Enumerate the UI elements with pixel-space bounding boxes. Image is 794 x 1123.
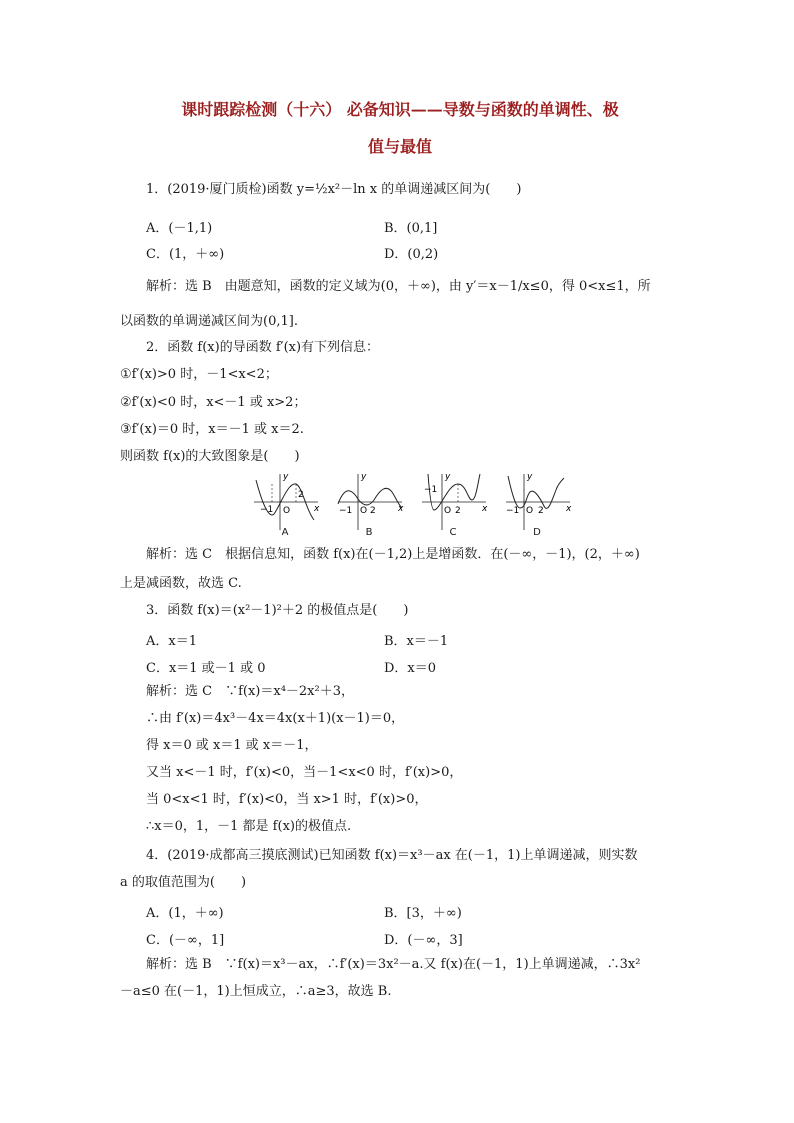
q2-solution-line-2: 上是减函数，故选 C. [120, 576, 242, 591]
q3-solution-line-6: ∴x＝0，1，－1 都是 f(x)的极值点. [146, 819, 352, 834]
q4-stem-line-2: a 的取值范围为( ) [120, 875, 247, 890]
q4-option-b: B．[3，＋∞) [384, 906, 462, 921]
q4-solution-line-2: －a≤0 在(－1，1)上恒成立，∴a≥3，故选 B. [120, 984, 392, 999]
svg-text:2: 2 [298, 490, 304, 500]
svg-text:−1: −1 [339, 506, 353, 516]
q3-solution-line-3: 得 x＝0 或 x＝1 或 x＝－1， [146, 738, 318, 753]
q4-stem-line-1: 4．(2019·成都高三摸底测试)已知函数 f(x)＝x³－ax 在(－1，1)上单调递减，则实数 [146, 848, 638, 863]
svg-text:x: x [566, 504, 572, 514]
svg-text:x: x [482, 504, 488, 514]
svg-text:2: 2 [538, 506, 544, 516]
q3-option-a: A．x＝1 [146, 634, 197, 649]
svg-text:O: O [444, 506, 452, 516]
graph-b-label: B [365, 527, 373, 538]
q2-info-1: ①f′(x)>0 时，－1<x<2； [120, 367, 278, 382]
q3-solution-line-5: 当 0<x<1 时，f′(x)<0，当 x>1 时，f′(x)>0， [146, 792, 428, 807]
graph-d-label: D [533, 527, 541, 538]
svg-text:−1: −1 [260, 505, 274, 515]
q1-option-b: B．(0,1] [384, 221, 438, 236]
q1-option-d: D．(0,2) [384, 247, 439, 262]
svg-text:O: O [360, 506, 368, 516]
svg-text:y: y [527, 472, 533, 482]
q2-stem: 2．函数 f(x)的导函数 f′(x)有下列信息： [146, 340, 380, 355]
graph-c-label: C [449, 527, 457, 538]
svg-text:2: 2 [370, 506, 376, 516]
q4-option-c: C．(－∞，1] [146, 933, 225, 948]
q3-option-c: C．x＝1 或－1 或 0 [146, 661, 266, 676]
q1-option-a: A．(－1,1) [146, 221, 213, 236]
svg-text:2: 2 [455, 506, 461, 516]
svg-text:y: y [283, 472, 289, 482]
title-line-2: 值与最值 [367, 137, 432, 156]
q4-solution-line-1: 解析：选 B ∵f(x)＝x³－ax，∴f′(x)＝3x²－a.又 f(x)在(－1，1)上单调递减，∴3x² [146, 957, 641, 972]
svg-text:O: O [283, 506, 291, 516]
q2-solution-line-1: 解析：选 C 根据信息知，函数 f(x)在(－1,2)上是增函数．在(－∞，－1)，(2，＋∞) [146, 547, 640, 562]
svg-text:y: y [445, 472, 451, 482]
svg-text:x: x [314, 504, 320, 514]
q1-solution-line-1: 解析：选 B 由题意知，函数的定义域为(0，＋∞)，由 y′＝x－1/x≤0，得 0<x≤1，所 [146, 279, 651, 294]
title-line-1: 课时跟踪检测（十六） 必备知识——导数与函数的单调性、极 [181, 100, 619, 119]
q1-solution-line-2: 以函数的单调递减区间为(0,1]. [120, 314, 298, 329]
svg-text:x: x [398, 504, 404, 514]
q3-option-b: B．x＝－1 [384, 634, 449, 649]
q3-solution-line-4: 又当 x<－1 时，f′(x)<0，当－1<x<0 时，f′(x)>0， [146, 765, 463, 780]
q3-solution-line-1: 解析：选 C ∵f(x)＝x⁴－2x²＋3， [146, 684, 354, 699]
svg-text:y: y [361, 472, 367, 482]
q2-graph-options [250, 470, 580, 542]
q1-option-c: C．(1，＋∞) [146, 247, 225, 262]
q2-info-2: ②f′(x)<0 时，x<－1 或 x>2； [120, 395, 307, 410]
q2-info-3: ③f′(x)＝0 时，x＝－1 或 x＝2. [120, 422, 304, 437]
svg-text:O: O [526, 506, 534, 516]
q3-option-d: D．x＝0 [384, 661, 437, 676]
svg-text:−1: −1 [506, 506, 520, 516]
q3-stem: 3．函数 f(x)＝(x²－1)²＋2 的极值点是( ) [146, 603, 409, 618]
q1-stem: 1．(2019·厦门质检)函数 y=½x²－ln x 的单调递减区间为( ) [146, 182, 522, 197]
q3-solution-line-2: ∴由 f′(x)＝4x³－4x＝4x(x＋1)(x－1)＝0， [146, 711, 405, 726]
svg-text:−1: −1 [424, 485, 438, 495]
q4-option-d: D．(－∞，3] [384, 933, 463, 948]
q2-ask: 则函数 f(x)的大致图象是( ) [120, 449, 300, 464]
graph-a-label: A [281, 527, 289, 538]
q4-option-a: A．(1，＋∞) [146, 906, 224, 921]
